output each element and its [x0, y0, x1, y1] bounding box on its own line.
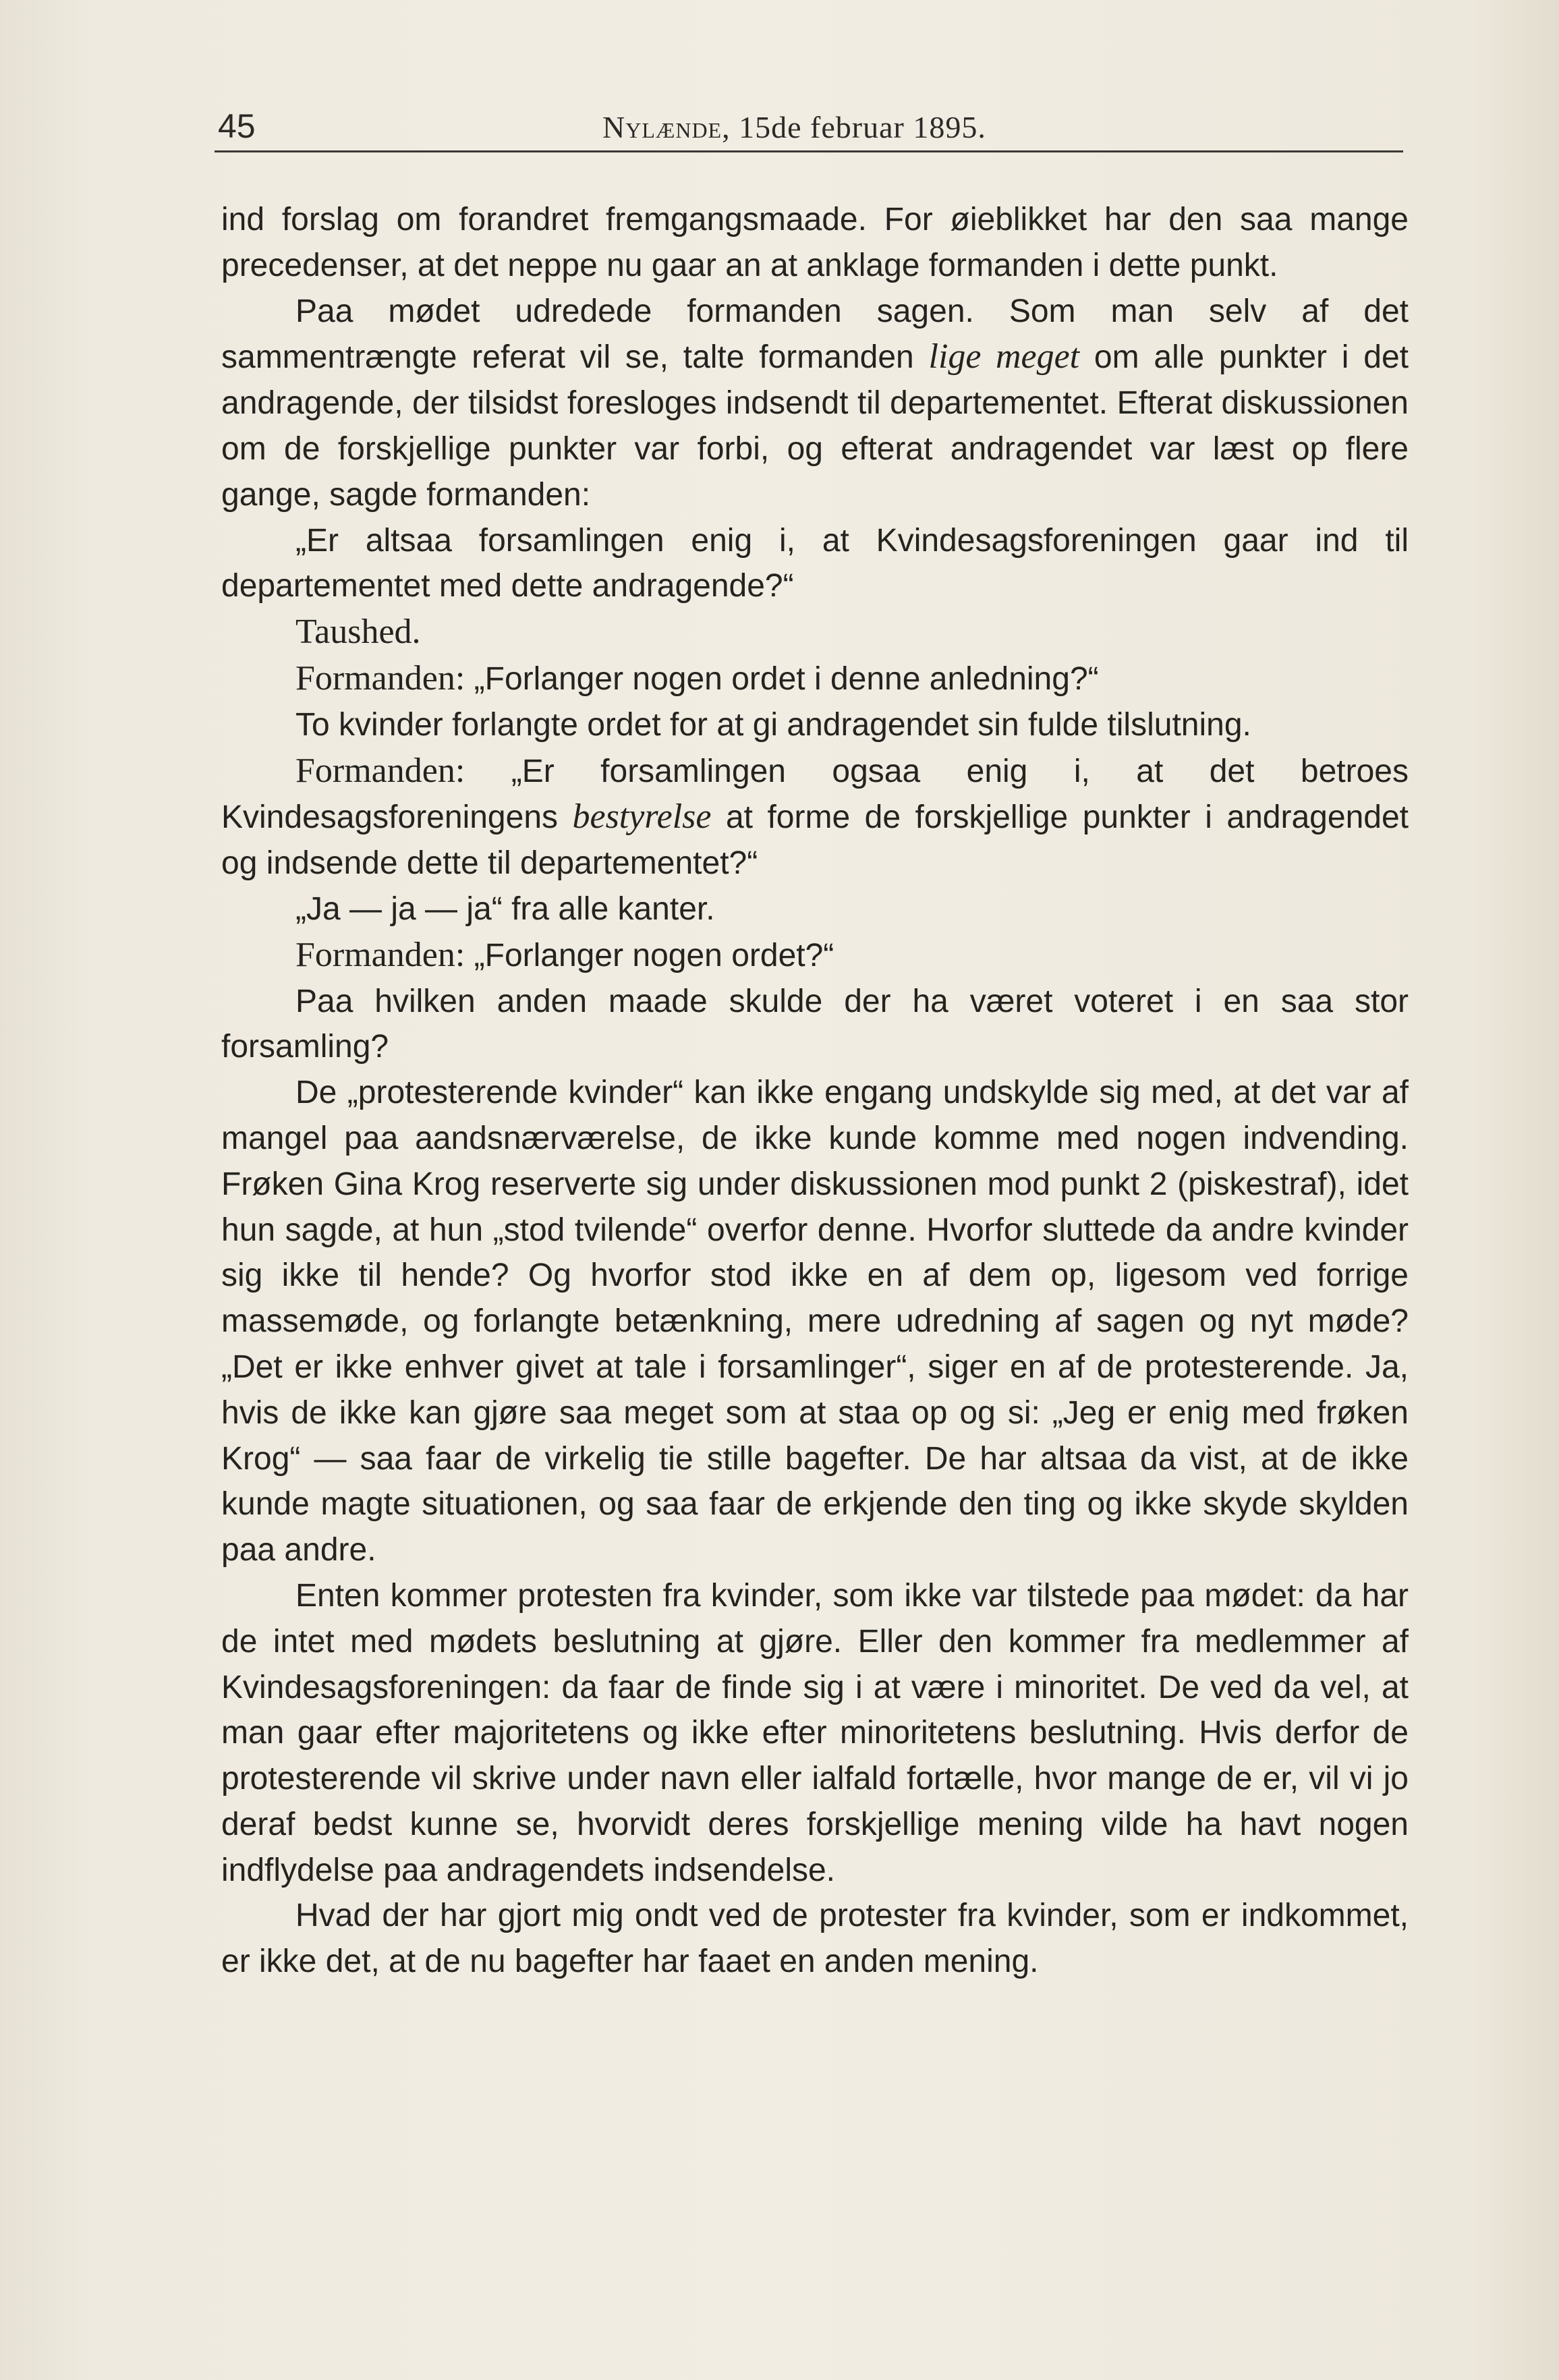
- paragraph-text: at forme de forskjellige punkter i andragendet og indsende dette til departementet?“: [221, 799, 1409, 882]
- issue-date: , 15de februar 1895.: [722, 110, 986, 144]
- emphasis-text: lige meget: [928, 337, 1080, 376]
- paragraph-text: Formanden:: [295, 935, 465, 974]
- journal-title: [602, 109, 986, 145]
- paragraph-text: Taushed.: [295, 613, 421, 652]
- paragraph: [221, 289, 1409, 518]
- paragraph: [221, 702, 1409, 748]
- header-rule: [215, 150, 1403, 152]
- paragraph: [221, 518, 1409, 610]
- paragraph-text: ind forslag om forandret fremgangsmaade. For øieblikket har den saa mange precedenser, at det neppe nu gaar an at anklage formanden i dette punkt.: [221, 202, 1409, 283]
- paragraph-text: To kvinder forlangte ordet for at gi andragendet sin fulde tilslutning.: [295, 706, 1251, 743]
- paragraph-text: om alle punkter i det andragende, der tilsidst foresloges indsendt til departementet. Efterat diskussionen om de forskjellige punkter var forbi, og efterat andragendet var læst op flere gange, sagde formanden:: [221, 339, 1409, 513]
- paragraph-text: Hvad der har gjort mig ondt ved de protester fra kvinder, som er indkommet, er ikke det, at de nu bagefter har faaet en anden mening.: [221, 1898, 1409, 1980]
- paragraph: [221, 1893, 1409, 1985]
- paragraph: [221, 656, 1409, 702]
- paragraph-text: „Ja — ja — ja“ fra alle kanter.: [295, 890, 715, 927]
- paragraph: [221, 609, 1409, 656]
- paragraph-text: De „protesterende kvinder“ kan ikke engang undskylde sig med, at det var af mangel paa aandsnærværelse, de ikke kunde komme med nogen indvending. Frøken Gina Krog reserverte sig under diskussionen mod punkt 2 (piskestraf), idet hun sagde, at hun „stod tvilende“ overfor denne. Hvorfor sluttede da andre kvinder sig ikke til hende? Og hvorfor stod ikke en af dem op, ligesom ved forrige massemøde, og forlangte betænkning, mere udredning af sagen og nyt møde? „Det er ikke enhver givet at tale i forsamlinger“, siger en af de protesterende. Ja, hvis de ikke kan gjøre saa meget som at staa op og si: „Jeg er enig med frøken Krog“ — saa faar de virkelig tie stille bagefter. De har altsaa da vist, at de ikke kunde magte situationen, og saa faar de erkjende den ting og ikke skyde skylden paa andre.: [221, 1075, 1409, 1568]
- paragraph-text: „Forlanger nogen ordet i denne anledning?“: [465, 660, 1099, 697]
- paragraph: [221, 1573, 1409, 1894]
- paragraph-text: Paa mødet udredede formanden sagen. Som man selv af det sammentrængte referat vil se, talte formanden: [221, 293, 1409, 376]
- paragraph: [221, 748, 1409, 886]
- paragraph-text: Enten kommer protesten fra kvinder, som ikke var tilstede paa mødet: da har de intet med mødets beslutning at gjøre. Eller den kommer fra medlemmer af Kvindesagsforeningen: da faar de finde sig i at være i minoritet. De ved da vel, at man gaar efter majoritetens og ikke efter minoritetens beslutning. Hvis derfor de protesterende vil skrive under navn eller ialfald fortælle, hvor mange de er, vil vi jo deraf bedst kunne se, hvorvidt deres forskjellige mening vilde ha havt nogen indflydelse paa andragendets indsendelse.: [221, 1577, 1409, 1888]
- paragraph-text: „Er altsaa forsamlingen enig i, at Kvindesagsforeningen gaar ind til departementet med dette andragende?“: [221, 522, 1409, 604]
- paragraph-text: Paa hvilken anden maade skulde der ha været voteret i en saa stor forsamling?: [221, 983, 1409, 1065]
- paragraph: [221, 979, 1409, 1071]
- paragraph: [221, 886, 1409, 932]
- page-number: 45: [218, 107, 256, 145]
- paragraph-text: Formanden:: [295, 658, 465, 698]
- journal-name: Nylænde: [602, 110, 722, 144]
- running-head: [218, 101, 1405, 150]
- paragraph-text: „Forlanger nogen ordet?“: [465, 937, 834, 973]
- paragraph: [221, 932, 1409, 979]
- emphasis-text: bestyrelse: [572, 797, 712, 837]
- paragraph: [221, 197, 1409, 289]
- paragraph-text: Formanden:: [295, 751, 465, 790]
- paragraph-text: „Er forsamlingen ogsaa enig i, at det betroes Kvindesagsforeningens: [221, 753, 1409, 836]
- article-body: [221, 197, 1409, 1985]
- paragraph: [221, 1070, 1409, 1573]
